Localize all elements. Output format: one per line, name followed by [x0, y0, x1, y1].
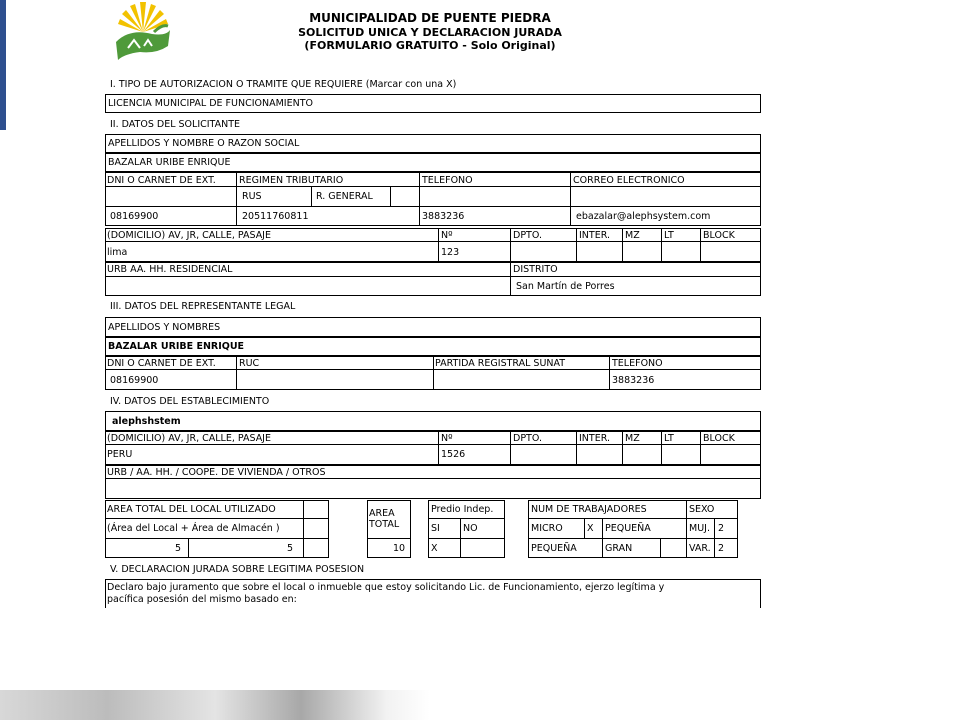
divider [428, 538, 505, 539]
est-urb-label: URB / AA. HH. / COOPE. DE VIVIENDA / OTROS [107, 467, 326, 478]
divider [584, 518, 585, 538]
declaration-line-2: pacífica posesión del mismo basado en: [107, 594, 297, 605]
predio-si-mark[interactable]: X [431, 543, 438, 554]
form-title: SOLICITUD UNICA Y DECLARACION JURADA [298, 26, 562, 39]
regimen-label: REGIMEN TRIBUTARIO [239, 175, 344, 186]
est-inter-label: INTER. [579, 433, 610, 444]
rus-label: RUS [242, 191, 262, 202]
rep-telefono-value[interactable]: 3883236 [612, 375, 655, 386]
correo-label: CORREO ELECTRONICO [573, 175, 685, 186]
correo-value[interactable]: ebazalar@alephsystem.com [576, 211, 711, 222]
divider [105, 206, 761, 207]
divider [105, 444, 761, 445]
num-label: Nº [441, 230, 453, 241]
left-accent-bar [0, 0, 6, 130]
distrito-value[interactable]: San Martín de Porres [516, 281, 615, 292]
est-num-value[interactable]: 1526 [441, 449, 466, 460]
divider [236, 356, 237, 390]
rep-name-label: APELLIDOS Y NOMBRES [108, 322, 221, 333]
pequena-label: PEQUEÑA [605, 523, 651, 534]
rep-telefono-label: TELEFONO [612, 358, 663, 369]
ruc-value[interactable]: 20511760811 [242, 211, 309, 222]
rgeneral-label: R. GENERAL [316, 191, 373, 202]
divider [714, 518, 715, 558]
urb-label: URB AA. HH. RESIDENCIAL [107, 264, 233, 275]
divider [367, 538, 411, 539]
divider [105, 276, 761, 277]
divider [510, 262, 511, 296]
divider [528, 518, 738, 519]
divider [609, 356, 610, 390]
rep-name-value: BAZALAR URIBE ENRIQUE [108, 341, 245, 352]
divider [661, 431, 662, 465]
divider [105, 538, 329, 539]
var-label: VAR. [689, 543, 711, 554]
divider [661, 228, 662, 262]
divider [236, 172, 237, 226]
divider [303, 500, 304, 558]
applicant-name-value: BAZALAR URIBE ENRIQUE [108, 157, 231, 168]
divider [576, 431, 577, 465]
divider [622, 431, 623, 465]
est-domicilio-value[interactable]: PERU [107, 449, 133, 460]
pequena-label-2: PEQUEÑA [531, 543, 577, 554]
section-4-title: IV. DATOS DEL ESTABLECIMIENTO [110, 396, 270, 407]
area-almacen-value[interactable]: 5 [287, 543, 294, 554]
section-5-title: V. DECLARACION JURADA SOBRE LEGITIMA POSESION [110, 564, 365, 575]
block-label: BLOCK [703, 230, 735, 241]
divider [686, 500, 687, 558]
var-value[interactable]: 2 [718, 543, 725, 554]
no-label: NO [463, 523, 478, 534]
divider [528, 538, 738, 539]
area-total-label-1: AREA [369, 508, 395, 519]
rep-dni-value[interactable]: 08169900 [110, 375, 159, 386]
divider [311, 186, 312, 206]
divider [438, 228, 439, 262]
area-label-1: AREA TOTAL DEL LOCAL UTILIZADO [107, 504, 276, 515]
divider [105, 186, 761, 187]
predio-label: Predio Indep. [431, 504, 494, 515]
divider [570, 172, 571, 226]
area-local-value[interactable]: 5 [175, 543, 182, 554]
divider [602, 518, 603, 558]
trabajadores-label: NUM DE TRABAJADORES [531, 504, 647, 515]
dpto-label: DPTO. [513, 230, 542, 241]
section-2-title: II. DATOS DEL SOLICITANTE [110, 119, 241, 130]
micro-mark[interactable]: X [587, 523, 594, 534]
dni-label: DNI O CARNET DE EXT. [107, 175, 216, 186]
est-domicilio-label: (DOMICILIO) AV, JR, CALLE, PASAJE [107, 433, 271, 444]
est-mz-label: MZ [625, 433, 640, 444]
telefono-label: TELEFONO [422, 175, 473, 186]
divider [438, 431, 439, 465]
gran-label: GRAN [605, 543, 633, 554]
rep-partida-label: PARTIDA REGISTRAL SUNAT [435, 358, 566, 369]
divider [428, 518, 505, 519]
divider [660, 538, 661, 558]
divider [576, 228, 577, 262]
form-subtitle: (FORMULARIO GRATUITO - Solo Original) [304, 39, 556, 52]
lt-label: LT [664, 230, 674, 241]
declaration-line-1: Declaro bajo juramento que sobre el local o inmueble que estoy solicitando Lic. de Funcionamiento, ejerzo legítima y [107, 582, 665, 593]
est-num-label: Nº [441, 433, 453, 444]
section-3-title: III. DATOS DEL REPRESENTANTE LEGAL [110, 301, 296, 312]
est-block-label: BLOCK [703, 433, 735, 444]
sexo-label: SEXO [689, 504, 715, 515]
divider [188, 538, 189, 558]
area-label-2: (Área del Local + Área de Almacén ) [107, 523, 280, 534]
num-value[interactable]: 123 [441, 247, 460, 258]
muj-label: MUJ. [689, 523, 710, 534]
telefono-value[interactable]: 3883236 [422, 211, 465, 222]
domicilio-label: (DOMICILIO) AV, JR, CALLE, PASAJE [107, 230, 271, 241]
mz-label: MZ [625, 230, 640, 241]
divider [510, 228, 511, 262]
domicilio-value[interactable]: lima [107, 247, 128, 258]
establishment-name-value: alephshstem [112, 416, 181, 427]
divider [105, 518, 329, 519]
area-total-value[interactable]: 10 [393, 543, 406, 554]
municipality-name: MUNICIPALIDAD DE PUENTE PIEDRA [309, 11, 551, 25]
divider [622, 228, 623, 262]
establishment-name-field[interactable] [105, 411, 761, 431]
divider [433, 356, 434, 390]
rep-ruc-label: RUC [239, 358, 260, 369]
divider [105, 241, 761, 242]
divider [700, 228, 701, 262]
divider [510, 431, 511, 465]
divider [460, 518, 461, 558]
section-1-title: I. TIPO DE AUTORIZACION O TRAMITE QUE REQUIERE (Marcar con una X) [110, 79, 457, 90]
est-dpto-label: DPTO. [513, 433, 542, 444]
divider [419, 172, 420, 226]
divider [390, 186, 391, 206]
micro-label: MICRO [531, 523, 563, 534]
distrito-label: DISTRITO [513, 264, 558, 275]
divider [105, 478, 761, 479]
est-lt-label: LT [664, 433, 674, 444]
applicant-name-label: APELLIDOS Y NOMBRE O RAZON SOCIAL [108, 138, 300, 149]
authorization-type-value: LICENCIA MUNICIPAL DE FUNCIONAMIENTO [108, 98, 313, 109]
divider [700, 431, 701, 465]
rep-dni-label: DNI O CARNET DE EXT. [107, 358, 216, 369]
si-label: SI [431, 523, 440, 534]
area-total-label-2: TOTAL [369, 519, 400, 530]
inter-label: INTER. [579, 230, 610, 241]
footer-decoration [0, 690, 430, 720]
muj-value[interactable]: 2 [718, 523, 725, 534]
dni-value[interactable]: 08169900 [110, 211, 159, 222]
